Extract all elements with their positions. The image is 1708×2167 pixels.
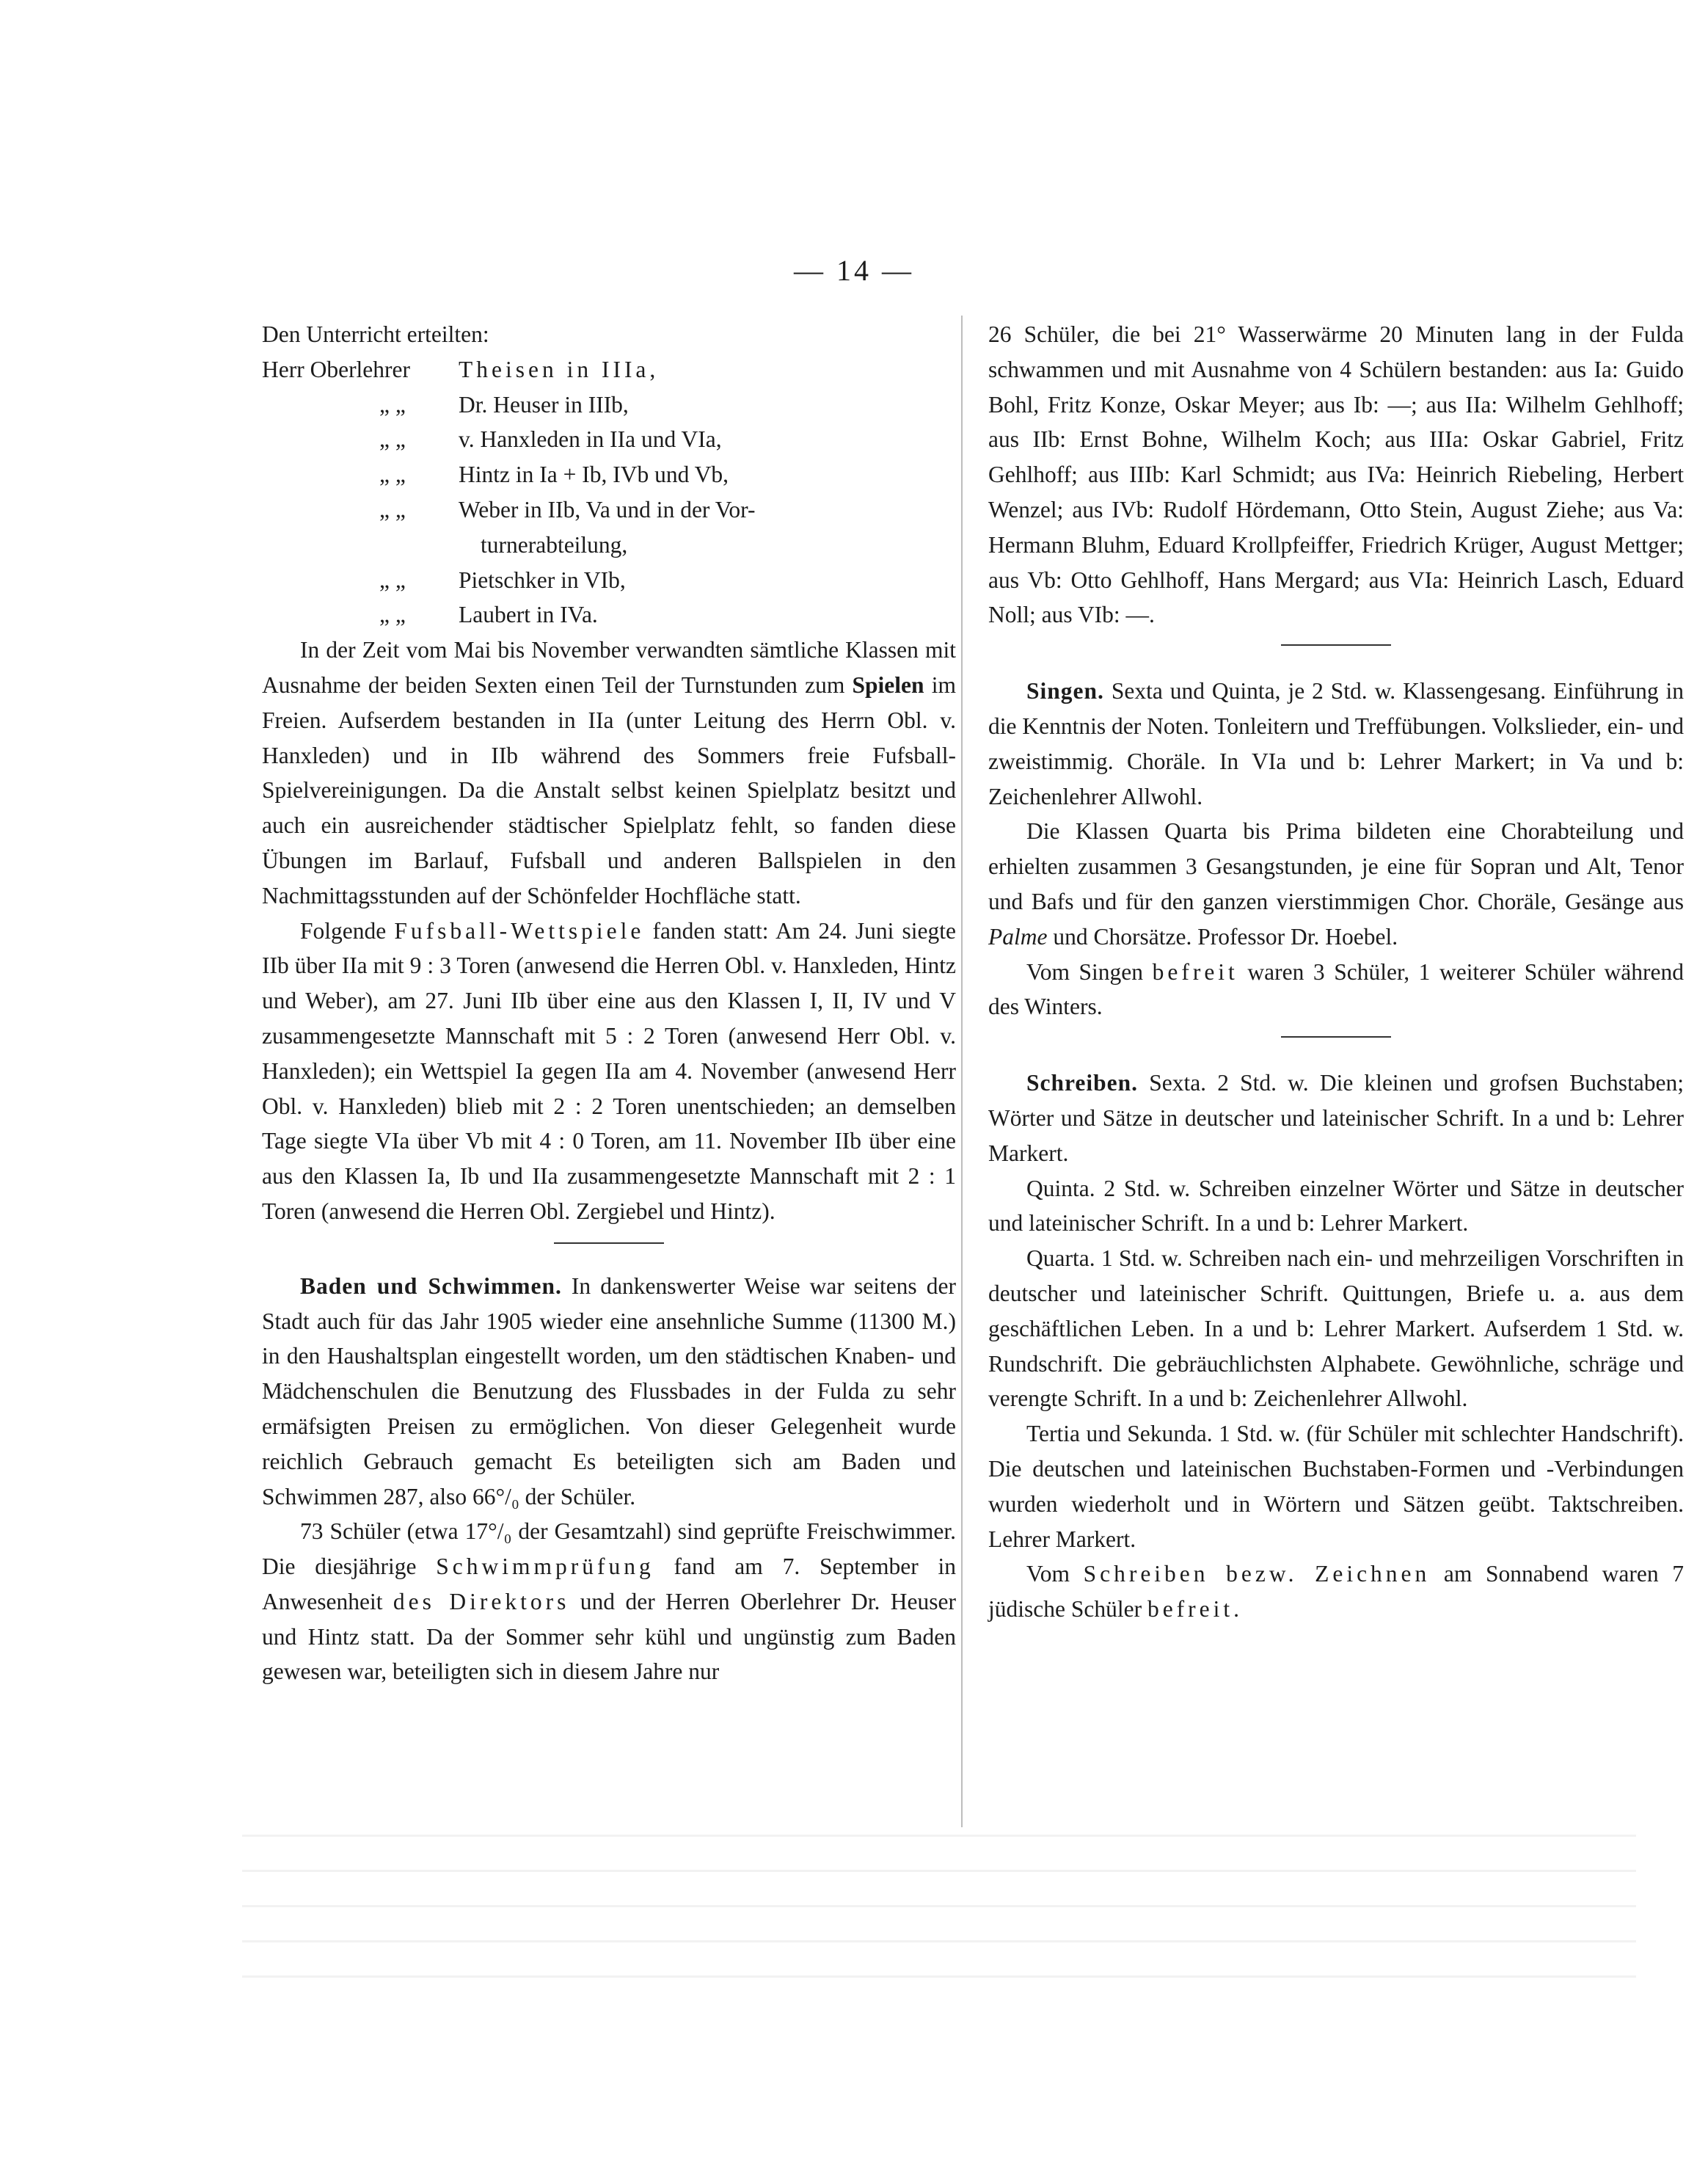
vom-schreiben-paragraph — [988, 1556, 1684, 1627]
chor-text-end: und Chorsätze. Professor Dr. Hoebel. — [1047, 923, 1398, 950]
spiele-heading: Spielen — [852, 671, 924, 698]
page-number: — 14 — — [794, 254, 914, 287]
vom-text: Vom — [1026, 1561, 1084, 1587]
schwimm-paragraph — [262, 1514, 956, 1689]
befreit-term: befreit — [1152, 958, 1238, 985]
tertia-paragraph: Tertia und Sekunda. 1 Std. w. (für Schüler mit schlechter Handschrift). Die deutschen und lateinischen Buchstaben-Formen und -Verbindungen wurden wiederholt und in Wörtern und Sätzen geübt. Taktschreiben. Lehrer Markert. — [988, 1421, 1684, 1552]
teacher-entry: v. Hanxleden in IIa und VIa, — [459, 426, 722, 453]
baden-paragraph — [262, 1269, 956, 1515]
section-divider — [554, 1242, 664, 1244]
wettspiele-term: Fufsball-Wettspiele — [394, 917, 645, 944]
schreiben-paragraph — [988, 1066, 1684, 1170]
chor-paragraph — [988, 814, 1684, 954]
schreiben-text: Sexta. 2 Std. w. Die kleinen und grofsen Buchstaben; Wörter und Sätze in deutscher und lateinischer Schrift. In a und b: Lehrer Markert. — [988, 1070, 1684, 1166]
vom-text-mid: am Sonnabend waren 7 jüdische Schüler — [988, 1561, 1684, 1622]
teacher-row — [262, 563, 956, 598]
befreit-paragraph — [988, 955, 1684, 1025]
teacher-row — [262, 457, 956, 492]
section-divider — [1281, 644, 1391, 646]
spiele-text: In der Zeit vom Mai bis November verwandten sämtliche Klassen mit Ausnahme der beiden Sexten einen Teil der Turnstunden zum — [262, 637, 956, 698]
ditto-marks: „ „ — [379, 567, 406, 593]
ditto-marks: „ „ — [379, 462, 406, 488]
befreit-text: Vom Singen — [1026, 958, 1153, 985]
schwimm-text: 73 Schüler (etwa 17°/₀ der Gesamtzahl) sind geprüfte Freischwimmer. Die diesjährige — [262, 1518, 956, 1580]
teacher-entry: Pietschker in VIb, — [459, 567, 626, 593]
quarta-paragraph: Quarta. 1 Std. w. Schreiben nach ein- und mehrzeiligen Vorschriften in deutscher und lateinischer Schrift. Quittungen, Briefe u. a. aus dem geschäftlichen Leben. In a und b: Lehrer Markert. Aufserdem 1 Std. w. Rundschrift. Die gebräuchlichsten Alphabete. Gewöhnliche, schräge und verengte Schrift. In a und b: Zeichenlehrer Allwohl. — [988, 1245, 1684, 1412]
right-column — [988, 317, 1684, 1627]
spiele-text-cont: im Freien. Aufserdem bestanden in IIa (unter Leitung des Herrn Obl. v. Hanxleden) und in IIb während des Sommers freie Fufsball-Spielvereinigungen. Da die Anstalt selbst keinen Spielplatz besitzt und auch ein ausreichender städtischer Spielplatz fehlt, so fanden diese Übungen im Barlauf, Fufsball und anderen Ballspielen in den Nachmittagsstunden auf der Schönfelder Hochfläche statt. — [262, 671, 956, 908]
schwimm-text-mid: fand am 7. September in Anwesenheit — [262, 1554, 956, 1614]
teacher-row — [262, 387, 956, 423]
wettspiele-text: fanden statt: Am 24. Juni siegte IIb über IIa mit 9 : 3 Toren (anwesend die Herren Obl. v. Hanxleden, Hintz und Weber), am 27. Juni IIb über eine aus den Klassen I, II, IV und V zusammengesetzte Mannschaft mit 5 : 2 Toren (anwesend Herr Obl. v. Hanxleden); ein Wettspiel Ia gegen IIa am 4. November (anwesend Herr Obl. v. Hanxleden) blieb mit 2 : 2 Toren unentschieden; an demselben Tage siegte VIa über Vb mit 4 : 0 Toren, am 11. November IIb über eine aus den Klassen Ia, Ib und IIa zusammengesetzte Mannschaft mit 2 : 1 Toren (anwesend die Herren Obl. Zergiebel und Hintz). — [262, 917, 957, 1224]
direktor-term: des Direktors — [393, 1588, 570, 1614]
teacher-row — [262, 492, 956, 528]
teacher-prefix: Herr Oberlehrer — [262, 356, 410, 382]
ditto-marks: „ „ — [379, 391, 406, 418]
singen-heading: Singen. — [1026, 678, 1104, 704]
chor-text: Die Klassen Quarta bis Prima bildeten eine Chorabteilung und erhielten zusammen 3 Gesangstunden, je eine für Sopran und Alt, Tenor und Bafs und für den ganzen vierstimmigen Chor. Choräle, Gesänge aus — [988, 818, 1684, 914]
schreiben-heading: Schreiben. — [1026, 1070, 1139, 1096]
spiele-paragraph — [262, 633, 956, 913]
quinta-paragraph: Quinta. 2 Std. w. Schreiben einzelner Wörter und Sätze in deutscher und lateinischer Schrift. In a und b: Lehrer Markert. — [988, 1175, 1684, 1237]
column-divider — [961, 316, 963, 1827]
wettspiele-paragraph — [262, 914, 956, 1229]
baden-text: In dankenswerter Weise war seitens der Stadt auch für das Jahr 1905 wieder eine ansehnliche Summe (11300 M.) in den Haushaltsplan eingestellt worden, um den städtischen Knaben- und Mädchenschulen die Benutzung des Flussbades in der Fulda zu sehr ermäfsigten Preisen zu ermöglichen. Von dieser Gelegenheit wurde reichlich Gebrauch gemacht Es beteiligten sich am Baden und Schwimmen 287, also 66°/₀ der Schüler. — [262, 1272, 956, 1509]
teacher-row — [262, 352, 956, 387]
teacher-entry: Dr. Heuser in IIIb, — [459, 391, 629, 418]
chor-italic: Palme — [988, 923, 1048, 950]
singen-paragraph — [988, 674, 1684, 814]
schwimm-continuation: 26 Schüler, die bei 21° Wasserwärme 20 Minuten lang in der Fulda schwammen und mit Ausnahme von 4 Schülern bestanden: aus Ia: Guido Bohl, Fritz Konze, Oskar Meyer; aus Ib: —; aus IIa: Wilhelm Gehlhoff; aus IIb: Ernst Bohne, Wilhelm Koch; aus IIIa: Oskar Gabriel, Fritz Gehlhoff; aus IIIb: Karl Schmidt; aus IVa: Heinrich Riebeling, Herbert Wenzel; aus IVb: Rudolf Hördemann, Otto Stein, August Ziehe; aus Va: Hermann Bluhm, Eduard Krollpfeiffer, Friedrich Krüger, August Mettger; aus Vb: Otto Gehlhoff, Hans Mergard; aus VIa: Heinrich Lasch, Eduard Noll; aus VIb: —. — [988, 321, 1684, 628]
teacher-entry: Laubert in IVa. — [459, 602, 598, 628]
ditto-marks: „ „ — [379, 426, 406, 453]
teacher-row — [262, 597, 956, 633]
wettspiele-intro: Folgende — [300, 917, 395, 944]
vom-text-end: . — [1233, 1596, 1240, 1622]
teacher-entry: Weber in IIb, Va und in der Vor- — [459, 496, 756, 522]
baden-heading: Baden und Schwimmen. — [300, 1272, 562, 1299]
ditto-marks: „ „ — [379, 602, 406, 628]
section-divider — [1281, 1036, 1391, 1038]
teachers-intro: Den Unterricht erteilten: — [262, 321, 489, 347]
singen-text: Sexta und Quinta, je 2 Std. w. Klassengesang. Einführung in die Kenntnis der Noten. Tonleitern und Treffübungen. Volkslieder, ein- und zweistimmig. Choräle. In VIa und b: Lehrer Markert; in Va und b: Zeichenlehrer Allwohl. — [988, 678, 1684, 809]
vom-term: Schreiben bezw. Zeichnen — [1083, 1561, 1431, 1587]
befreit-text-end: waren 3 Schüler, 1 weiterer Schüler während des Winters. — [988, 958, 1684, 1020]
schwimm-text-end: und der Herren Oberlehrer Dr. Heuser und Hintz statt. Da der Sommer sehr kühl und ungünstig zum Baden gewesen war, beteiligten sich in diesem Jahre nur — [262, 1588, 956, 1685]
teacher-row — [262, 528, 956, 563]
teacher-entry: Theisen in IIIa, — [459, 356, 660, 382]
teacher-entry: Hintz in Ia + Ib, IVb und Vb, — [459, 462, 729, 488]
ditto-marks: „ „ — [379, 496, 406, 522]
teacher-entry: turnerabteilung, — [481, 531, 628, 558]
teacher-list — [262, 352, 956, 633]
schwimmpruefung-term: Schwimmprüfung — [436, 1554, 654, 1580]
vom-befreit-term: befreit — [1147, 1596, 1234, 1622]
left-column — [262, 317, 956, 1689]
ditto-marks — [262, 528, 459, 563]
bleed-through-texture — [242, 1835, 1636, 1981]
teacher-row — [262, 422, 956, 457]
